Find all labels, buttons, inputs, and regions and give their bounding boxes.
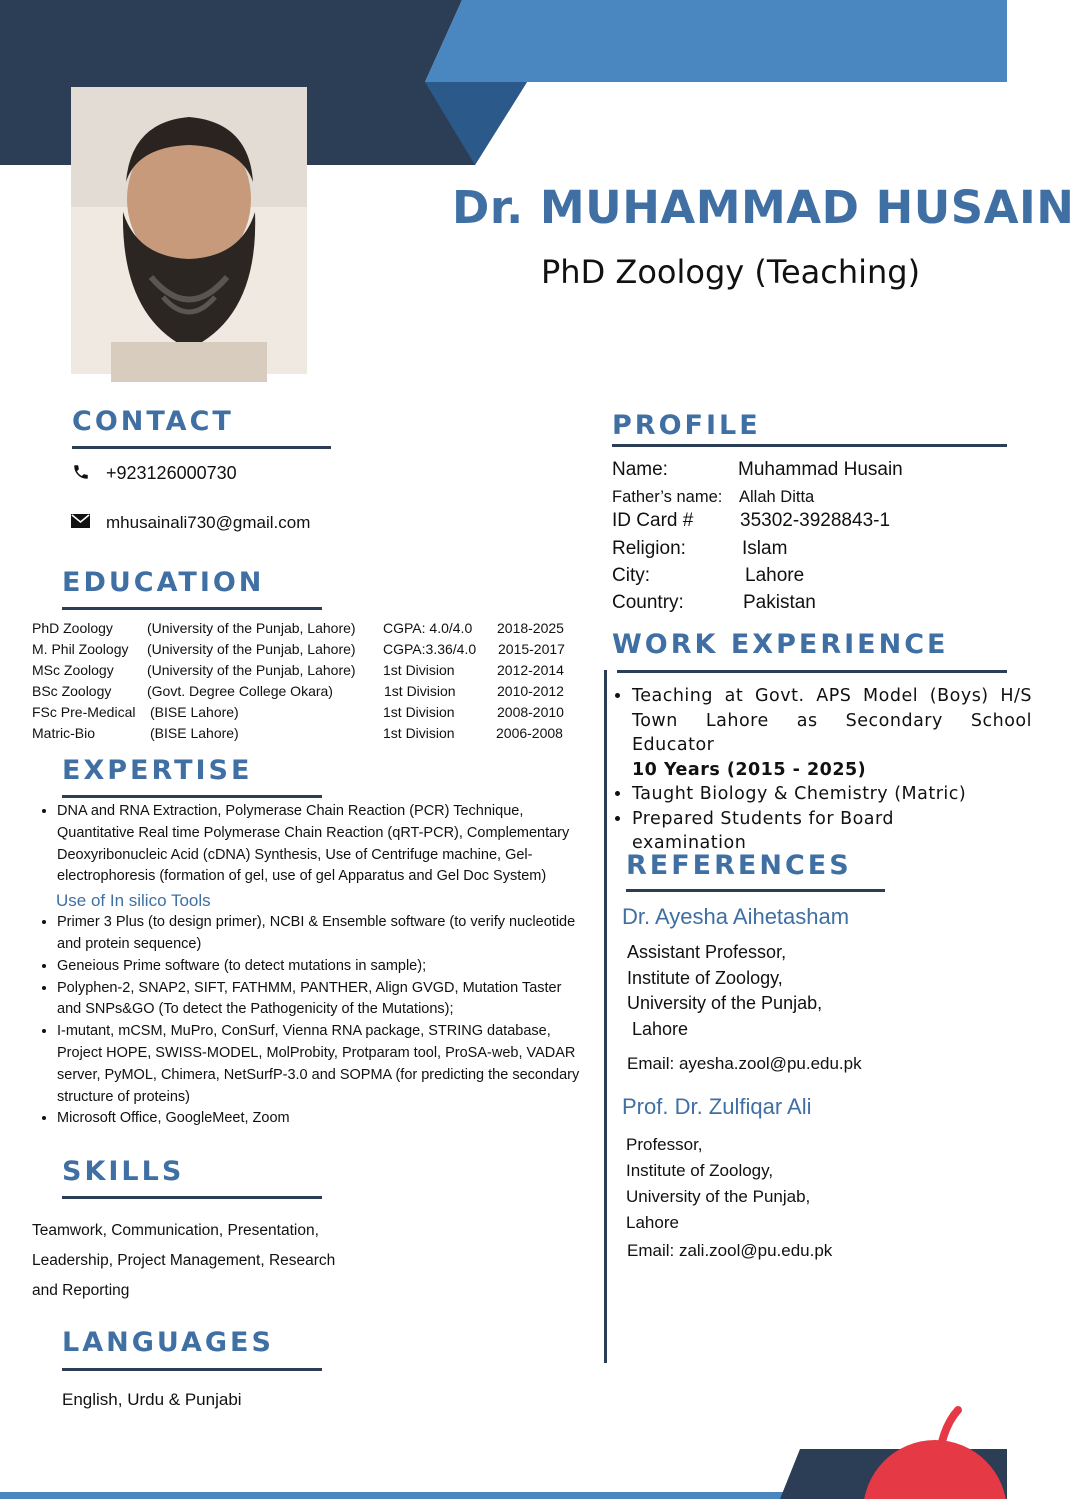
education-degree: BSc Zoology [32, 683, 112, 699]
education-years: 2018-2025 [497, 620, 564, 636]
education-rule [62, 607, 322, 610]
expertise-rule [62, 795, 322, 798]
avatar [71, 87, 307, 374]
education-years: 2006-2008 [496, 725, 563, 741]
tool-item: • Polyphen-2, SNAP2, SIFT, FATHMM, PANTHER, Align GVGD, Mutation Taster and SNPs&GO (To detect the Pathogenicity of the Mutations); [57, 978, 587, 1022]
profile-value: Pakistan [743, 592, 816, 613]
expertise-subheading: Use of In silico Tools [56, 891, 211, 911]
expertise-heading: EXPERTISE [62, 755, 253, 786]
profile-row [612, 488, 815, 507]
reference-email[interactable]: Email: zali.zool@pu.edu.pk [627, 1241, 833, 1260]
work-list [606, 684, 1032, 856]
phone-icon [72, 463, 90, 486]
profile-value: Islam [742, 538, 788, 559]
profile-row [612, 538, 788, 560]
education-institute: (University of the Punjab, Lahore) [147, 641, 356, 657]
skills-text [32, 1216, 335, 1306]
profile-label: ID Card # [612, 510, 694, 531]
profile-label: Father’s name: [612, 488, 723, 506]
email-icon [71, 514, 90, 533]
reference-line: Professor, [626, 1135, 703, 1154]
footer-decoration [0, 1440, 1007, 1499]
skills-line: Teamwork, Communication, Presentation, [32, 1222, 319, 1239]
references-heading: REFERENCES [626, 850, 852, 881]
profile-row [612, 459, 903, 481]
education-result: CGPA: 4.0/4.0 [383, 620, 473, 636]
expertise-block [32, 801, 587, 1130]
reference-name: Dr. Ayesha Aihetasham [622, 904, 850, 929]
education-degree: Matric-Bio [32, 725, 96, 741]
profile-value: Muhammad Husain [738, 459, 903, 480]
avatar-portrait [71, 87, 307, 374]
profile-label: City: [612, 565, 650, 586]
tool-item: • I-mutant, mCSM, MuPro, ConSurf, Vienna RNA package, STRING database, Project HOPE, SWISS-MODEL, MolProbity, Protparam tool, ProSA-web, VADAR server, PyMOL, Chimera, NetSurfP-3.0 and SOPMA (for predicting the secondary structure of proteins) [57, 1021, 587, 1108]
education-result: 1st Division [384, 683, 456, 699]
skills-rule [62, 1196, 322, 1199]
page-subtitle: PhD Zoology (Teaching) [541, 253, 921, 291]
education-years: 2012-2014 [497, 662, 564, 678]
education-degree: MSc Zoology [32, 662, 114, 678]
reference-line: Assistant Professor, [627, 942, 787, 962]
education-institute: (BISE Lahore) [150, 725, 239, 741]
tools-list [32, 912, 587, 1130]
tool-item: • Primer 3 Plus (to design primer), NCBI & Ensemble software (to verify nucleotide and protein sequence) [57, 912, 587, 956]
phone-number[interactable]: +923126000730 [106, 463, 237, 483]
profile-value: Lahore [745, 565, 805, 586]
education-years: 2010-2012 [497, 683, 564, 699]
profile-rule [612, 444, 1007, 447]
education-institute: (University of the Punjab, Lahore) [147, 620, 356, 636]
work-item: • Prepared Students for Board examination [632, 807, 1007, 856]
page-title: Dr. MUHAMMAD HUSAIN [452, 181, 1074, 234]
education-heading: EDUCATION [62, 567, 265, 598]
education-years: 2008-2010 [497, 704, 564, 720]
reference-line: Lahore [626, 1213, 679, 1232]
education-result: CGPA:3.36/4.0 [383, 641, 477, 657]
tool-item: • Microsoft Office, GoogleMeet, Zoom [57, 1108, 587, 1130]
expertise-list [32, 801, 587, 888]
skills-heading: SKILLS [62, 1156, 185, 1187]
education-institute: (BISE Lahore) [150, 704, 239, 720]
work-job-duration: 10 Years (2015 - 2025) [632, 759, 867, 780]
profile-value: 35302-3928843-1 [740, 510, 891, 531]
education-institute: (Govt. Degree College Okara) [147, 683, 333, 699]
work-item [632, 684, 1032, 782]
work-job-text: • Teaching at Govt. APS Model (Boys) H/S Town Lahore as Secondary School Educator [632, 686, 1032, 755]
profile-label: Religion: [612, 538, 686, 559]
references-rule [626, 889, 885, 892]
education-degree: M. Phil Zoology [32, 641, 129, 657]
work-block [606, 684, 1032, 853]
education-result: 1st Division [383, 704, 455, 720]
profile-row [612, 565, 805, 587]
reference-email[interactable]: Email: ayesha.zool@pu.edu.pk [627, 1054, 862, 1073]
work-heading: WORK EXPERIENCE [612, 629, 949, 660]
tool-item: • Geneious Prime software (to detect mutations in sample); [57, 956, 587, 978]
contact-heading: CONTACT [72, 406, 234, 437]
profile-row [612, 510, 891, 532]
expertise-item: • DNA and RNA Extraction, Polymerase Chain Reaction (PCR) Technique, Quantitative Real time Polymerase Chain Reaction (qRT-PCR), Complementary Deoxyribonucleic Acid (cDNA) Synthesis, Use of Centrifuge machine, Gel-electrophoresis (formation of gel, use of gel Apparatus and Gel Doc System) [57, 801, 587, 888]
header-blue-band [425, 0, 1007, 82]
reference-line: University of the Punjab, [626, 1187, 811, 1206]
reference-name: Prof. Dr. Zulfiqar Ali [622, 1094, 812, 1119]
education-institute: (University of the Punjab, Lahore) [147, 662, 356, 678]
education-years: 2015-2017 [498, 641, 565, 657]
education-result: 1st Division [383, 725, 455, 741]
work-item: • Taught Biology & Chemistry (Matric) [632, 782, 1007, 807]
languages-rule [62, 1368, 322, 1371]
languages-heading: LANGUAGES [62, 1327, 274, 1358]
profile-label: Name: [612, 459, 668, 480]
profile-label: Country: [612, 592, 684, 613]
skills-line: and Reporting [32, 1282, 130, 1299]
skills-line: Leadership, Project Management, Research [32, 1252, 336, 1269]
reference-line: Institute of Zoology, [626, 1161, 774, 1180]
education-degree: PhD Zoology [32, 620, 113, 636]
profile-value: Allah Ditta [739, 488, 815, 506]
reference-details [627, 940, 822, 1042]
profile-heading: PROFILE [612, 410, 761, 441]
work-rule [617, 670, 1007, 673]
languages-text: English, Urdu & Punjabi [62, 1390, 242, 1409]
reference-line: Lahore [627, 1018, 689, 1039]
reference-line: University of the Punjab, [627, 993, 823, 1013]
education-result: 1st Division [383, 662, 455, 678]
education-degree: FSc Pre-Medical [32, 704, 136, 720]
contact-rule [72, 446, 331, 449]
reference-line: Institute of Zoology, [627, 967, 783, 988]
email-address[interactable]: mhusainali730@gmail.com [106, 513, 311, 532]
profile-row [612, 592, 816, 614]
reference-details [626, 1132, 810, 1236]
